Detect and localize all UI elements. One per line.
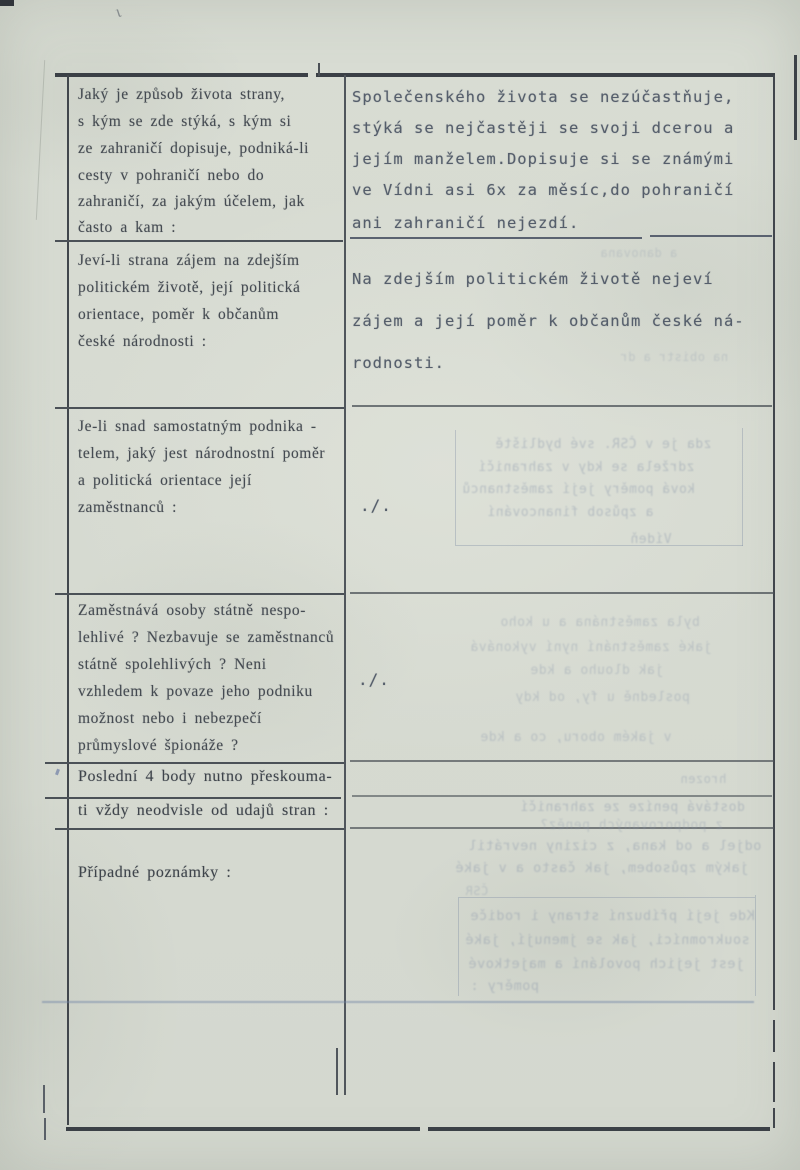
question-text: vzhledem k povaze jeho podniku — [78, 683, 313, 700]
question-text: ti vždy neodvisle od udajů stran : — [78, 802, 329, 819]
fold-crease — [36, 60, 45, 220]
bleedthrough-text: zda je v ČSR. své bydliště — [495, 437, 712, 452]
question-text: a politická orientace její — [78, 472, 252, 489]
answer-underline — [350, 237, 642, 239]
row-divider — [352, 795, 772, 797]
question-text: často a kam : — [78, 219, 177, 236]
bleedthrough-text: byla zaměstnána a u koho — [500, 615, 700, 630]
row-divider — [45, 762, 344, 764]
row-divider — [55, 407, 344, 409]
page-border-bottom-right — [428, 1127, 770, 1131]
question-text: telem, jaký jest národnostní poměr — [78, 445, 326, 462]
column-divider-tick — [336, 1048, 338, 1095]
bleedthrough-text: a danovana — [600, 246, 678, 260]
bleedthrough-text: a způsob financování — [487, 505, 654, 520]
pen-stroke — [43, 1085, 45, 1113]
question-text: možnost nebo i nebezpečí — [78, 710, 262, 727]
bleedthrough-text: jest jejich povolání a majetkové — [468, 956, 745, 972]
answer-text: Na zdejším politickém životě nejeví — [352, 270, 714, 288]
scan-edge-artifact — [794, 55, 797, 140]
row-divider — [55, 240, 343, 242]
question-text: zaměstnanců : — [78, 499, 178, 516]
bleedthrough-text: ková poměry její zaměstnanců — [462, 482, 696, 497]
bleedthrough-text: posledně u fy, od kdy — [515, 690, 690, 705]
question-text: Jaký je způsob života strany, — [78, 86, 286, 103]
answer-text: Společenského života se nezúčastňuje, — [352, 88, 735, 106]
bleedthrough-text: Vídeň — [630, 532, 672, 547]
question-text: lehlivé ? Nezbavuje se zaměstnanců — [78, 629, 335, 646]
row-divider — [350, 760, 774, 762]
row-divider — [350, 592, 774, 594]
table-border-top-right — [316, 73, 775, 77]
bleedthrough-text: dostává peníze ze zahraničí — [520, 800, 745, 815]
question-text: s kým se zde stýká, s kým si — [78, 113, 292, 130]
question-text: průmyslové špionáže ? — [78, 737, 239, 754]
question-text: Poslední 4 body nutno přeskouma- — [78, 768, 333, 785]
question-text: Jeví-li strana zájem na zdejším — [78, 252, 300, 269]
question-text: státně spolehlivých ? Neni — [78, 656, 267, 673]
answer-text: ani zahraničí nejezdí. — [352, 214, 580, 232]
bleedthrough-text: Kde její příbuzní strany i rodiče — [470, 908, 755, 924]
answer-text: rodnosti. — [352, 354, 445, 372]
table-border-right-dash — [773, 1020, 775, 1052]
question-text: zahraničí, za jakým účelem, jak — [78, 193, 305, 210]
table-border-right — [773, 75, 775, 1010]
bleedthrough-text: hrozen — [680, 772, 727, 786]
question-text: Je-li snad samostatným podnika - — [78, 418, 317, 435]
question-text: politickém životě, její politická — [78, 279, 301, 296]
bleedthrough-text: jak dlouho a kde — [530, 663, 664, 678]
page-border-bottom-left — [66, 1127, 420, 1131]
bleed-box-rule — [458, 897, 755, 898]
row-divider — [55, 593, 344, 595]
bleedthrough-text: na obistr a dr — [620, 350, 729, 364]
bleedthrough-text: z podporovaných peněz? — [540, 818, 724, 833]
scan-edge-artifact — [0, 0, 14, 6]
table-border-right-dash — [773, 1062, 775, 1102]
pen-stroke — [44, 1118, 46, 1140]
bleed-box-rule — [742, 428, 743, 546]
column-divider — [344, 75, 346, 1095]
bleedthrough-text: poměry : — [470, 978, 540, 994]
table-border-left — [67, 75, 69, 1125]
question-text: cesty v pohraničí nebo do — [78, 167, 265, 184]
bleedthrough-text: ČSR — [465, 884, 489, 898]
handwritten-mark: ι — [113, 1, 124, 22]
answer-text: ./. — [360, 496, 392, 515]
table-border-top-left — [55, 73, 308, 77]
bleed-box-rule — [755, 895, 756, 996]
row-divider — [45, 797, 341, 799]
bleed-box-rule — [455, 430, 456, 545]
bleedthrough-text: soukromníci, jak se jmenují, jaké — [465, 932, 750, 948]
pen-stroke — [55, 769, 60, 776]
bleed-rule-bottom — [42, 1001, 754, 1003]
answer-text: jejím manželem.Dopisuje si se známými — [352, 150, 735, 168]
bleed-box-rule — [455, 545, 743, 546]
bleedthrough-text: v jakém oboru, co a kde — [480, 730, 672, 745]
row-divider — [352, 405, 772, 407]
bleedthrough-text: jaké zaměstnání nyní vykonává — [470, 640, 712, 655]
gap-tick — [318, 63, 320, 76]
bleedthrough-text: odjel a od kana, z ciziny nevrátil — [468, 838, 762, 854]
bleedthrough-text: jakým způsobem, jak často a v jaké — [455, 860, 749, 876]
answer-text: zájem a její poměr k občanům české ná- — [352, 312, 745, 330]
row-divider — [55, 828, 344, 830]
question-text: Zaměstnává osoby státně nespo- — [78, 602, 307, 619]
bleedthrough-text: zdržela se kdy v zahraničí — [478, 460, 695, 475]
answer-underline — [650, 235, 772, 237]
question-text: Případné poznámky : — [78, 864, 232, 881]
answer-text: ./. — [358, 670, 390, 689]
question-text: ze zahraničí dopisuje, podniká-li — [78, 140, 310, 157]
answer-text: ve Vídni asi 6x za měsíc,do pohraničí — [352, 181, 735, 199]
answer-text: stýká se nejčastěji se svoji dcerou a — [352, 119, 735, 137]
table-border-right-dash — [773, 1108, 775, 1128]
question-text: orientace, poměr k občanům — [78, 306, 280, 323]
question-text: české národnosti : — [78, 333, 207, 350]
bleed-box-rule — [458, 898, 459, 996]
